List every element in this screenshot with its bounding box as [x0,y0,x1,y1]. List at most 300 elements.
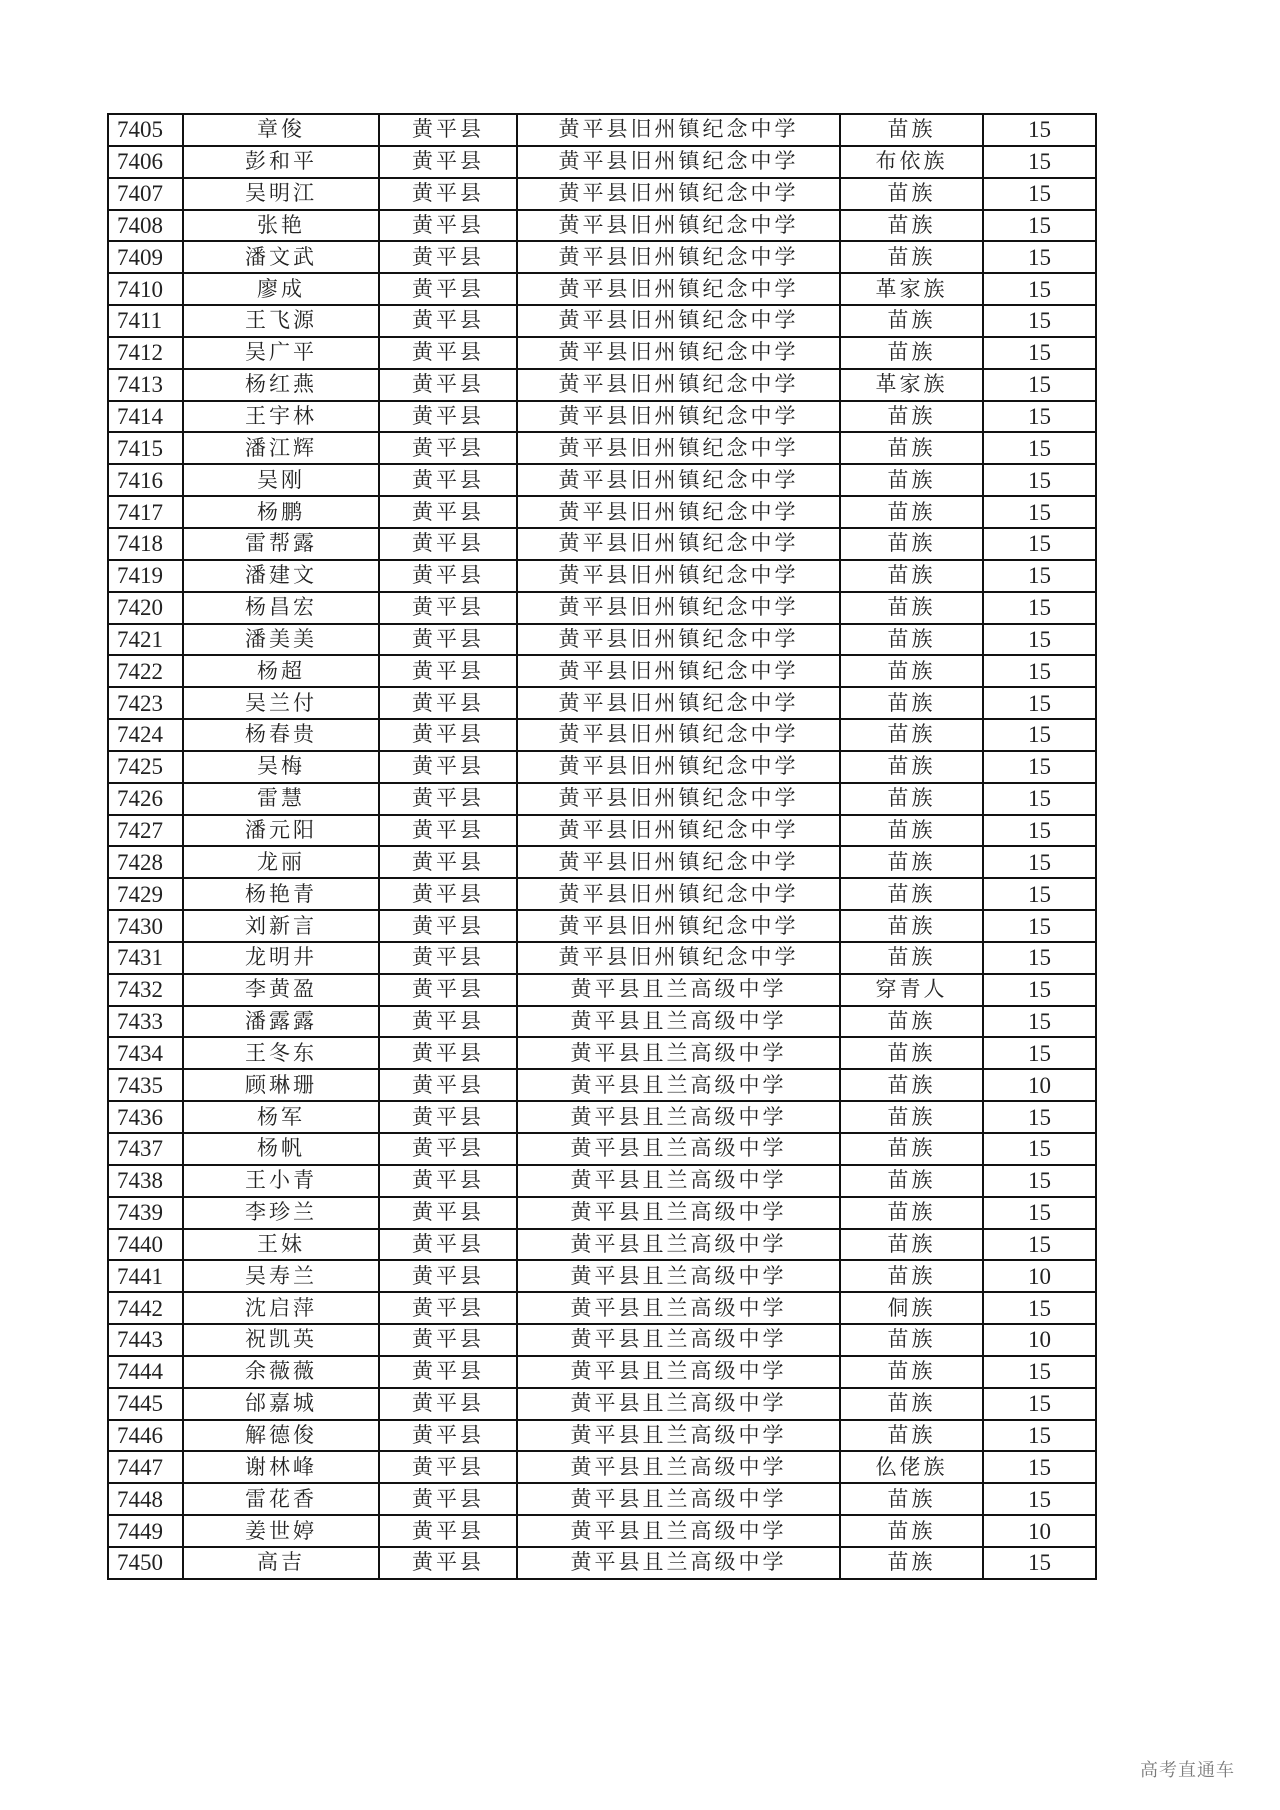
cell-score: 15 [983,114,1096,146]
cell-school: 黄平县且兰高级中学 [517,1229,840,1261]
cell-score: 15 [983,1451,1096,1483]
cell-name: 潘元阳 [183,815,379,847]
table-row [108,1101,1096,1133]
cell-score: 15 [983,1197,1096,1229]
cell-name: 杨帆 [183,1133,379,1165]
cell-county: 黄平县 [379,464,517,496]
table-row [108,560,1096,592]
cell-ethnicity: 苗族 [840,1388,983,1420]
cell-score: 15 [983,1547,1096,1579]
roster-table [107,113,1097,1580]
cell-ethnicity: 苗族 [840,846,983,878]
cell-school: 黄平县旧州镇纪念中学 [517,783,840,815]
cell-name: 王小青 [183,1165,379,1197]
cell-county: 黄平县 [379,528,517,560]
cell-county: 黄平县 [379,1356,517,1388]
cell-school: 黄平县旧州镇纪念中学 [517,241,840,273]
cell-score: 15 [983,528,1096,560]
cell-school: 黄平县且兰高级中学 [517,1133,840,1165]
cell-name: 谢林峰 [183,1451,379,1483]
cell-county: 黄平县 [379,1451,517,1483]
cell-county: 黄平县 [379,1133,517,1165]
cell-name: 顾琳珊 [183,1069,379,1101]
cell-score: 15 [983,146,1096,178]
cell-school: 黄平县旧州镇纪念中学 [517,560,840,592]
table-row [108,1356,1096,1388]
cell-school: 黄平县且兰高级中学 [517,1356,840,1388]
cell-ethnicity: 苗族 [840,878,983,910]
cell-score: 10 [983,1260,1096,1292]
cell-id: 7448 [108,1483,183,1515]
cell-name: 吴寿兰 [183,1260,379,1292]
cell-id: 7405 [108,114,183,146]
table-row [108,401,1096,433]
table-row [108,369,1096,401]
cell-school: 黄平县且兰高级中学 [517,1260,840,1292]
cell-county: 黄平县 [379,210,517,242]
cell-county: 黄平县 [379,1197,517,1229]
table-row [108,719,1096,751]
cell-name: 张艳 [183,210,379,242]
cell-county: 黄平县 [379,1420,517,1452]
table-row [108,655,1096,687]
cell-school: 黄平县旧州镇纪念中学 [517,592,840,624]
cell-score: 15 [983,719,1096,751]
cell-county: 黄平县 [379,1547,517,1579]
cell-school: 黄平县旧州镇纪念中学 [517,178,840,210]
table-row [108,114,1096,146]
cell-school: 黄平县旧州镇纪念中学 [517,655,840,687]
table-row [108,1197,1096,1229]
cell-score: 15 [983,1101,1096,1133]
cell-score: 15 [983,1292,1096,1324]
cell-id: 7409 [108,241,183,273]
cell-score: 15 [983,687,1096,719]
cell-school: 黄平县旧州镇纪念中学 [517,305,840,337]
cell-score: 15 [983,432,1096,464]
cell-school: 黄平县旧州镇纪念中学 [517,910,840,942]
cell-county: 黄平县 [379,273,517,305]
cell-ethnicity: 苗族 [840,496,983,528]
table-row [108,751,1096,783]
cell-id: 7411 [108,305,183,337]
table-row [108,592,1096,624]
cell-name: 潘露露 [183,1006,379,1038]
cell-score: 15 [983,369,1096,401]
cell-score: 15 [983,1037,1096,1069]
cell-county: 黄平县 [379,1006,517,1038]
cell-name: 彭和平 [183,146,379,178]
cell-id: 7444 [108,1356,183,1388]
cell-county: 黄平县 [379,1483,517,1515]
cell-name: 潘美美 [183,624,379,656]
cell-name: 刘新言 [183,910,379,942]
table-row [108,687,1096,719]
cell-county: 黄平县 [379,1101,517,1133]
cell-id: 7407 [108,178,183,210]
cell-county: 黄平县 [379,846,517,878]
cell-score: 15 [983,178,1096,210]
cell-ethnicity: 苗族 [840,815,983,847]
table-row [108,1547,1096,1579]
cell-school: 黄平县且兰高级中学 [517,1069,840,1101]
table-row [108,432,1096,464]
cell-ethnicity: 苗族 [840,687,983,719]
cell-id: 7408 [108,210,183,242]
cell-id: 7418 [108,528,183,560]
cell-ethnicity: 苗族 [840,178,983,210]
table-row [108,1260,1096,1292]
table-row [108,1324,1096,1356]
cell-name: 李黄盈 [183,974,379,1006]
cell-score: 15 [983,305,1096,337]
cell-school: 黄平县且兰高级中学 [517,1324,840,1356]
cell-score: 15 [983,1133,1096,1165]
cell-score: 15 [983,1229,1096,1261]
table-row [108,1037,1096,1069]
cell-name: 吴明江 [183,178,379,210]
cell-ethnicity: 侗族 [840,1292,983,1324]
cell-id: 7412 [108,337,183,369]
cell-score: 15 [983,273,1096,305]
cell-score: 15 [983,910,1096,942]
table-row [108,1133,1096,1165]
cell-id: 7420 [108,592,183,624]
cell-ethnicity: 苗族 [840,655,983,687]
table-row [108,146,1096,178]
cell-score: 15 [983,751,1096,783]
cell-id: 7449 [108,1515,183,1547]
cell-ethnicity: 苗族 [840,1101,983,1133]
cell-score: 15 [983,241,1096,273]
cell-ethnicity: 苗族 [840,114,983,146]
cell-score: 15 [983,624,1096,656]
table-row [108,210,1096,242]
cell-school: 黄平县且兰高级中学 [517,974,840,1006]
cell-county: 黄平县 [379,910,517,942]
cell-ethnicity: 苗族 [840,1324,983,1356]
cell-score: 15 [983,655,1096,687]
cell-county: 黄平县 [379,687,517,719]
cell-ethnicity: 苗族 [840,783,983,815]
cell-name: 雷花香 [183,1483,379,1515]
cell-id: 7443 [108,1324,183,1356]
cell-id: 7437 [108,1133,183,1165]
cell-id: 7427 [108,815,183,847]
cell-school: 黄平县旧州镇纪念中学 [517,114,840,146]
cell-ethnicity: 苗族 [840,910,983,942]
cell-name: 潘文武 [183,241,379,273]
cell-county: 黄平县 [379,401,517,433]
cell-school: 黄平县旧州镇纪念中学 [517,687,840,719]
cell-name: 潘建文 [183,560,379,592]
cell-score: 15 [983,401,1096,433]
cell-ethnicity: 苗族 [840,1133,983,1165]
cell-county: 黄平县 [379,655,517,687]
cell-county: 黄平县 [379,751,517,783]
cell-name: 杨超 [183,655,379,687]
cell-ethnicity: 苗族 [840,592,983,624]
cell-name: 邰嘉城 [183,1388,379,1420]
cell-school: 黄平县旧州镇纪念中学 [517,464,840,496]
cell-name: 王妹 [183,1229,379,1261]
cell-id: 7424 [108,719,183,751]
cell-name: 吴梅 [183,751,379,783]
table-row [108,1069,1096,1101]
cell-score: 15 [983,783,1096,815]
cell-county: 黄平县 [379,1515,517,1547]
cell-name: 龙丽 [183,846,379,878]
cell-name: 杨昌宏 [183,592,379,624]
table-row [108,942,1096,974]
cell-school: 黄平县旧州镇纪念中学 [517,273,840,305]
cell-id: 7431 [108,942,183,974]
cell-school: 黄平县旧州镇纪念中学 [517,719,840,751]
cell-school: 黄平县且兰高级中学 [517,1420,840,1452]
cell-name: 吴兰付 [183,687,379,719]
cell-school: 黄平县旧州镇纪念中学 [517,369,840,401]
cell-id: 7439 [108,1197,183,1229]
table-row [108,241,1096,273]
cell-id: 7416 [108,464,183,496]
cell-ethnicity: 苗族 [840,1006,983,1038]
cell-ethnicity: 苗族 [840,1515,983,1547]
cell-score: 15 [983,942,1096,974]
cell-county: 黄平县 [379,719,517,751]
cell-ethnicity: 苗族 [840,942,983,974]
cell-name: 王宇林 [183,401,379,433]
cell-ethnicity: 苗族 [840,1197,983,1229]
cell-ethnicity: 苗族 [840,1260,983,1292]
cell-county: 黄平县 [379,432,517,464]
cell-school: 黄平县且兰高级中学 [517,1451,840,1483]
table-row [108,1292,1096,1324]
cell-name: 王飞源 [183,305,379,337]
cell-county: 黄平县 [379,624,517,656]
table-row [108,464,1096,496]
cell-school: 黄平县旧州镇纪念中学 [517,624,840,656]
cell-school: 黄平县旧州镇纪念中学 [517,337,840,369]
cell-ethnicity: 苗族 [840,1356,983,1388]
cell-school: 黄平县且兰高级中学 [517,1515,840,1547]
cell-ethnicity: 苗族 [840,241,983,273]
cell-school: 黄平县旧州镇纪念中学 [517,878,840,910]
cell-ethnicity: 革家族 [840,369,983,401]
cell-county: 黄平县 [379,1388,517,1420]
cell-name: 廖成 [183,273,379,305]
cell-county: 黄平县 [379,369,517,401]
table-row [108,528,1096,560]
cell-score: 15 [983,846,1096,878]
cell-county: 黄平县 [379,114,517,146]
cell-ethnicity: 苗族 [840,210,983,242]
cell-id: 7445 [108,1388,183,1420]
cell-id: 7442 [108,1292,183,1324]
cell-ethnicity: 苗族 [840,337,983,369]
cell-id: 7446 [108,1420,183,1452]
cell-school: 黄平县且兰高级中学 [517,1292,840,1324]
cell-id: 7435 [108,1069,183,1101]
cell-name: 雷慧 [183,783,379,815]
cell-name: 高吉 [183,1547,379,1579]
table-row [108,337,1096,369]
cell-id: 7434 [108,1037,183,1069]
cell-name: 王冬东 [183,1037,379,1069]
cell-score: 15 [983,1388,1096,1420]
cell-county: 黄平县 [379,942,517,974]
table-row [108,783,1096,815]
cell-id: 7432 [108,974,183,1006]
table-row [108,178,1096,210]
cell-ethnicity: 革家族 [840,273,983,305]
cell-score: 10 [983,1069,1096,1101]
cell-id: 7425 [108,751,183,783]
cell-score: 10 [983,1324,1096,1356]
cell-name: 杨艳青 [183,878,379,910]
table-row [108,815,1096,847]
cell-school: 黄平县且兰高级中学 [517,1006,840,1038]
cell-id: 7441 [108,1260,183,1292]
cell-name: 杨军 [183,1101,379,1133]
cell-ethnicity: 仫佬族 [840,1451,983,1483]
cell-ethnicity: 苗族 [840,560,983,592]
cell-ethnicity: 苗族 [840,1165,983,1197]
cell-county: 黄平县 [379,496,517,528]
cell-score: 15 [983,592,1096,624]
cell-score: 15 [983,337,1096,369]
table-row [108,1388,1096,1420]
roster-table-body [108,114,1096,1579]
table-row [108,910,1096,942]
cell-county: 黄平县 [379,146,517,178]
cell-ethnicity: 苗族 [840,464,983,496]
table-row [108,1420,1096,1452]
cell-school: 黄平县且兰高级中学 [517,1197,840,1229]
cell-school: 黄平县旧州镇纪念中学 [517,751,840,783]
cell-name: 潘江辉 [183,432,379,464]
cell-ethnicity: 穿青人 [840,974,983,1006]
cell-school: 黄平县旧州镇纪念中学 [517,846,840,878]
cell-score: 15 [983,1165,1096,1197]
cell-id: 7436 [108,1101,183,1133]
cell-name: 雷帮露 [183,528,379,560]
cell-school: 黄平县旧州镇纪念中学 [517,401,840,433]
cell-score: 15 [983,1483,1096,1515]
cell-score: 15 [983,464,1096,496]
cell-school: 黄平县旧州镇纪念中学 [517,210,840,242]
cell-name: 沈启萍 [183,1292,379,1324]
cell-county: 黄平县 [379,592,517,624]
cell-id: 7429 [108,878,183,910]
cell-score: 15 [983,496,1096,528]
cell-ethnicity: 布依族 [840,146,983,178]
cell-school: 黄平县旧州镇纪念中学 [517,942,840,974]
cell-county: 黄平县 [379,560,517,592]
cell-county: 黄平县 [379,337,517,369]
cell-id: 7433 [108,1006,183,1038]
cell-id: 7426 [108,783,183,815]
cell-ethnicity: 苗族 [840,305,983,337]
cell-id: 7413 [108,369,183,401]
cell-id: 7415 [108,432,183,464]
cell-county: 黄平县 [379,1292,517,1324]
cell-ethnicity: 苗族 [840,624,983,656]
cell-ethnicity: 苗族 [840,1229,983,1261]
cell-county: 黄平县 [379,305,517,337]
cell-ethnicity: 苗族 [840,1420,983,1452]
cell-score: 15 [983,560,1096,592]
cell-name: 吴广平 [183,337,379,369]
cell-county: 黄平县 [379,815,517,847]
table-row [108,974,1096,1006]
cell-county: 黄平县 [379,241,517,273]
cell-county: 黄平县 [379,1324,517,1356]
table-row [108,1006,1096,1038]
cell-ethnicity: 苗族 [840,528,983,560]
cell-county: 黄平县 [379,878,517,910]
cell-county: 黄平县 [379,1037,517,1069]
cell-id: 7417 [108,496,183,528]
cell-id: 7450 [108,1547,183,1579]
cell-ethnicity: 苗族 [840,432,983,464]
table-row [108,496,1096,528]
table-row [108,305,1096,337]
cell-name: 杨春贵 [183,719,379,751]
cell-school: 黄平县旧州镇纪念中学 [517,496,840,528]
cell-id: 7419 [108,560,183,592]
cell-id: 7410 [108,273,183,305]
cell-school: 黄平县且兰高级中学 [517,1388,840,1420]
cell-name: 杨鹏 [183,496,379,528]
table-row [108,878,1096,910]
cell-school: 黄平县旧州镇纪念中学 [517,432,840,464]
table-row [108,273,1096,305]
cell-name: 章俊 [183,114,379,146]
cell-ethnicity: 苗族 [840,1037,983,1069]
cell-score: 15 [983,1420,1096,1452]
cell-name: 祝凯英 [183,1324,379,1356]
cell-ethnicity: 苗族 [840,1547,983,1579]
cell-name: 吴刚 [183,464,379,496]
table-row [108,1451,1096,1483]
cell-name: 解德俊 [183,1420,379,1452]
cell-county: 黄平县 [379,1069,517,1101]
cell-school: 黄平县旧州镇纪念中学 [517,528,840,560]
cell-county: 黄平县 [379,783,517,815]
cell-county: 黄平县 [379,1260,517,1292]
cell-county: 黄平县 [379,1229,517,1261]
cell-score: 15 [983,210,1096,242]
cell-score: 15 [983,974,1096,1006]
table-row [108,1229,1096,1261]
cell-id: 7428 [108,846,183,878]
cell-score: 15 [983,1006,1096,1038]
table-row [108,846,1096,878]
cell-county: 黄平县 [379,178,517,210]
cell-ethnicity: 苗族 [840,719,983,751]
table-row [108,624,1096,656]
cell-id: 7421 [108,624,183,656]
cell-ethnicity: 苗族 [840,751,983,783]
cell-score: 10 [983,1515,1096,1547]
cell-school: 黄平县且兰高级中学 [517,1483,840,1515]
cell-id: 7423 [108,687,183,719]
cell-id: 7430 [108,910,183,942]
cell-id: 7422 [108,655,183,687]
cell-score: 15 [983,815,1096,847]
cell-school: 黄平县且兰高级中学 [517,1165,840,1197]
cell-name: 姜世婷 [183,1515,379,1547]
